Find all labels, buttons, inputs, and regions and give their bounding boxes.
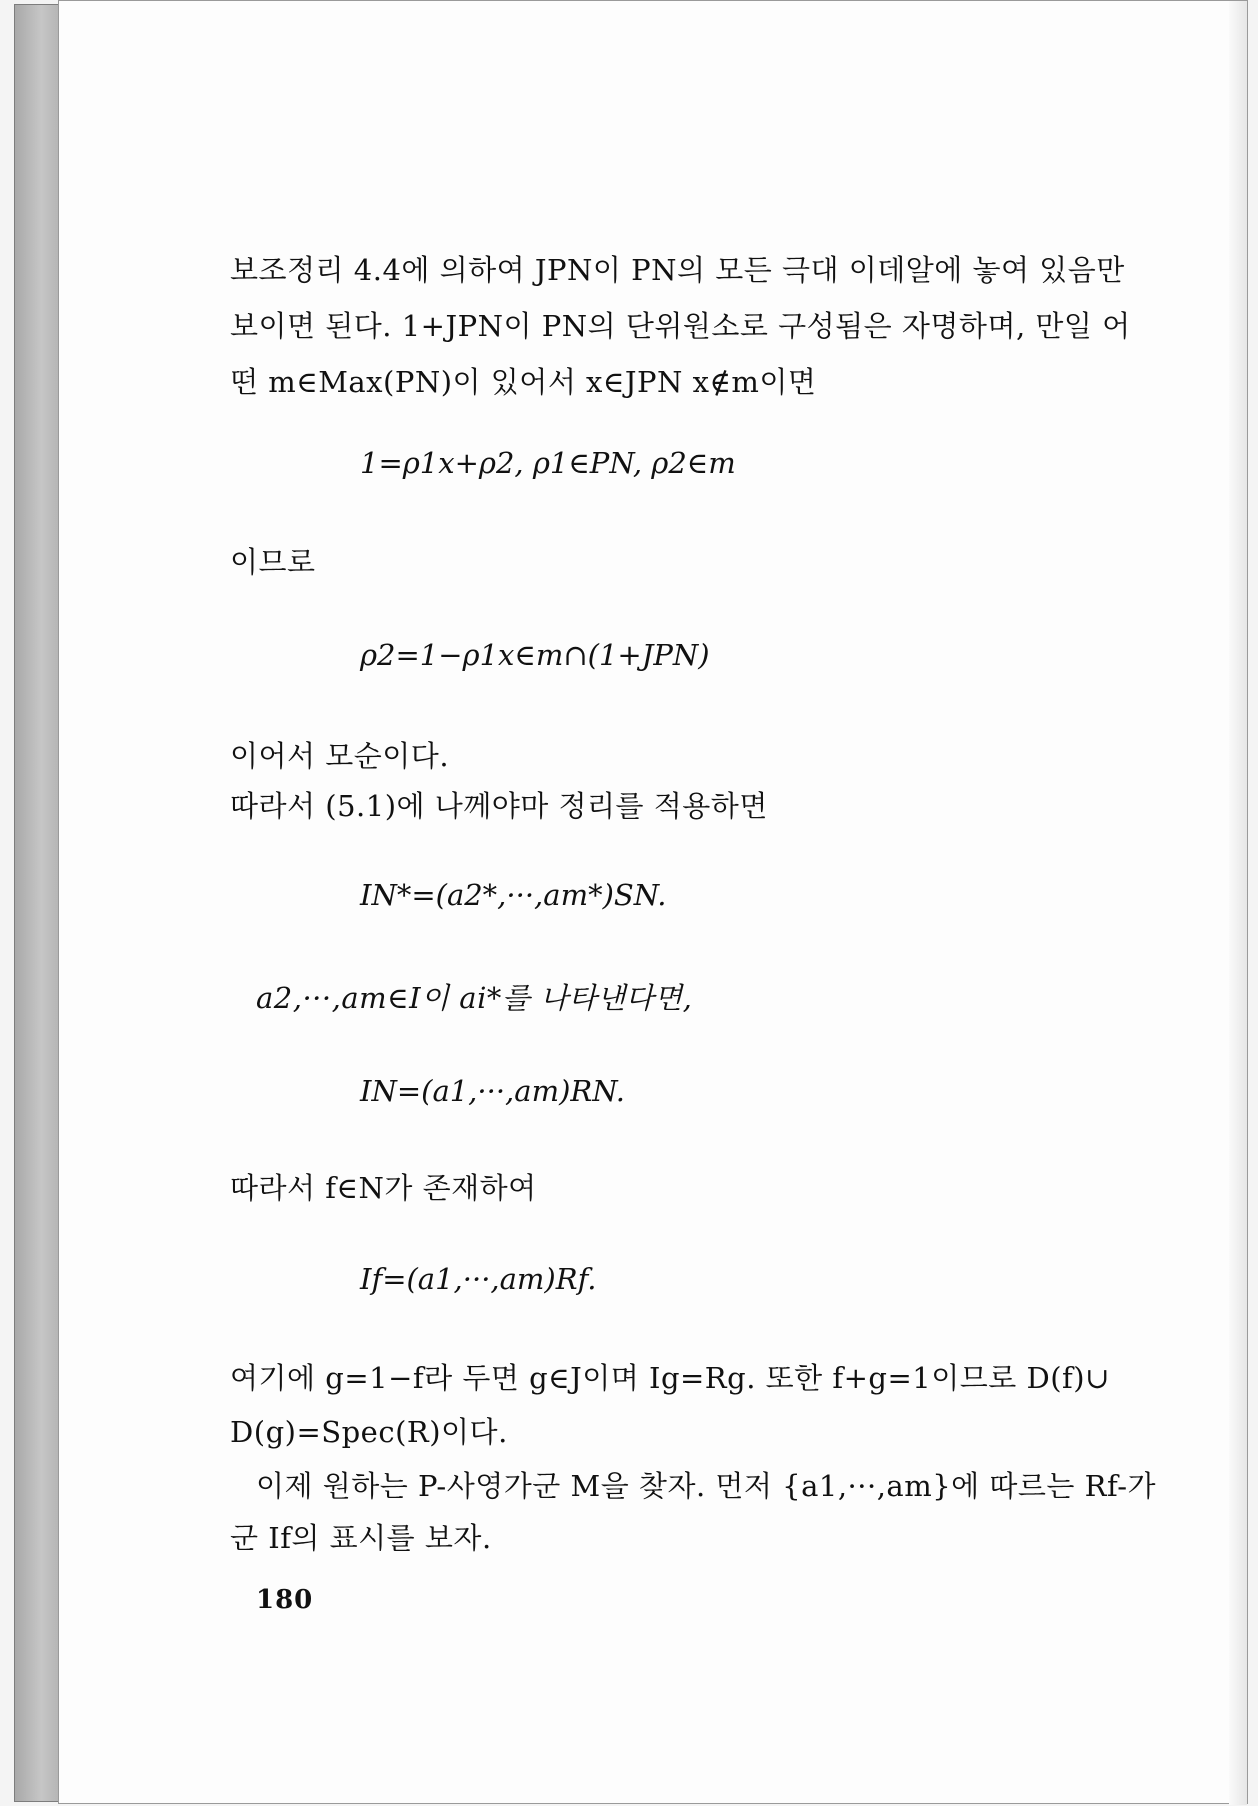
page-number: 180 (256, 1585, 314, 1615)
equation: If=(a1,···,am)Rf. (360, 1262, 597, 1296)
text-line: 보이면 된다. 1+JPN이 PN의 단위원소로 구성됨은 자명하며, 만일 어 (230, 309, 1131, 343)
text-line: 떤 m∈Max(PN)이 있어서 x∈JPN x∉m이면 (230, 365, 817, 399)
page-edge (1229, 1, 1247, 1805)
text-line: 군 If의 표시를 보자. (230, 1521, 492, 1555)
text-line: D(g)=Spec(R)이다. (230, 1415, 508, 1449)
equation: IN=(a1,···,am)RN. (360, 1074, 625, 1108)
text-line: 따라서 f∈N가 존재하여 (230, 1171, 537, 1205)
text-line: 이므로 (230, 545, 316, 579)
text-line: a2,···,am∈I이 ai*를 나타낸다면, (256, 981, 693, 1015)
book-spine (14, 4, 60, 1802)
equation: ρ2=1−ρ1x∈m∩(1+JPN) (360, 638, 710, 672)
text-line: 이제 원하는 P-사영가군 M을 찾자. 먼저 {a1,···,am}에 따르는 Rf-가 (256, 1469, 1157, 1503)
text-line: 따라서 (5.1)에 나께야마 정리를 적용하면 (230, 789, 768, 823)
text-line: 보조정리 4.4에 의하여 JPN이 PN의 모든 극대 이데알에 놓여 있음만 (230, 253, 1125, 287)
equation: IN*=(a2*,···,am*)SN. (360, 878, 667, 912)
equation: 1=ρ1x+ρ2, ρ1∈PN, ρ2∈m (360, 446, 736, 480)
text-line: 이어서 모순이다. (230, 739, 450, 773)
text-line: 여기에 g=1−f라 두면 g∈J이며 Ig=Rg. 또한 f+g=1이므로 D(f)∪ (230, 1361, 1110, 1395)
